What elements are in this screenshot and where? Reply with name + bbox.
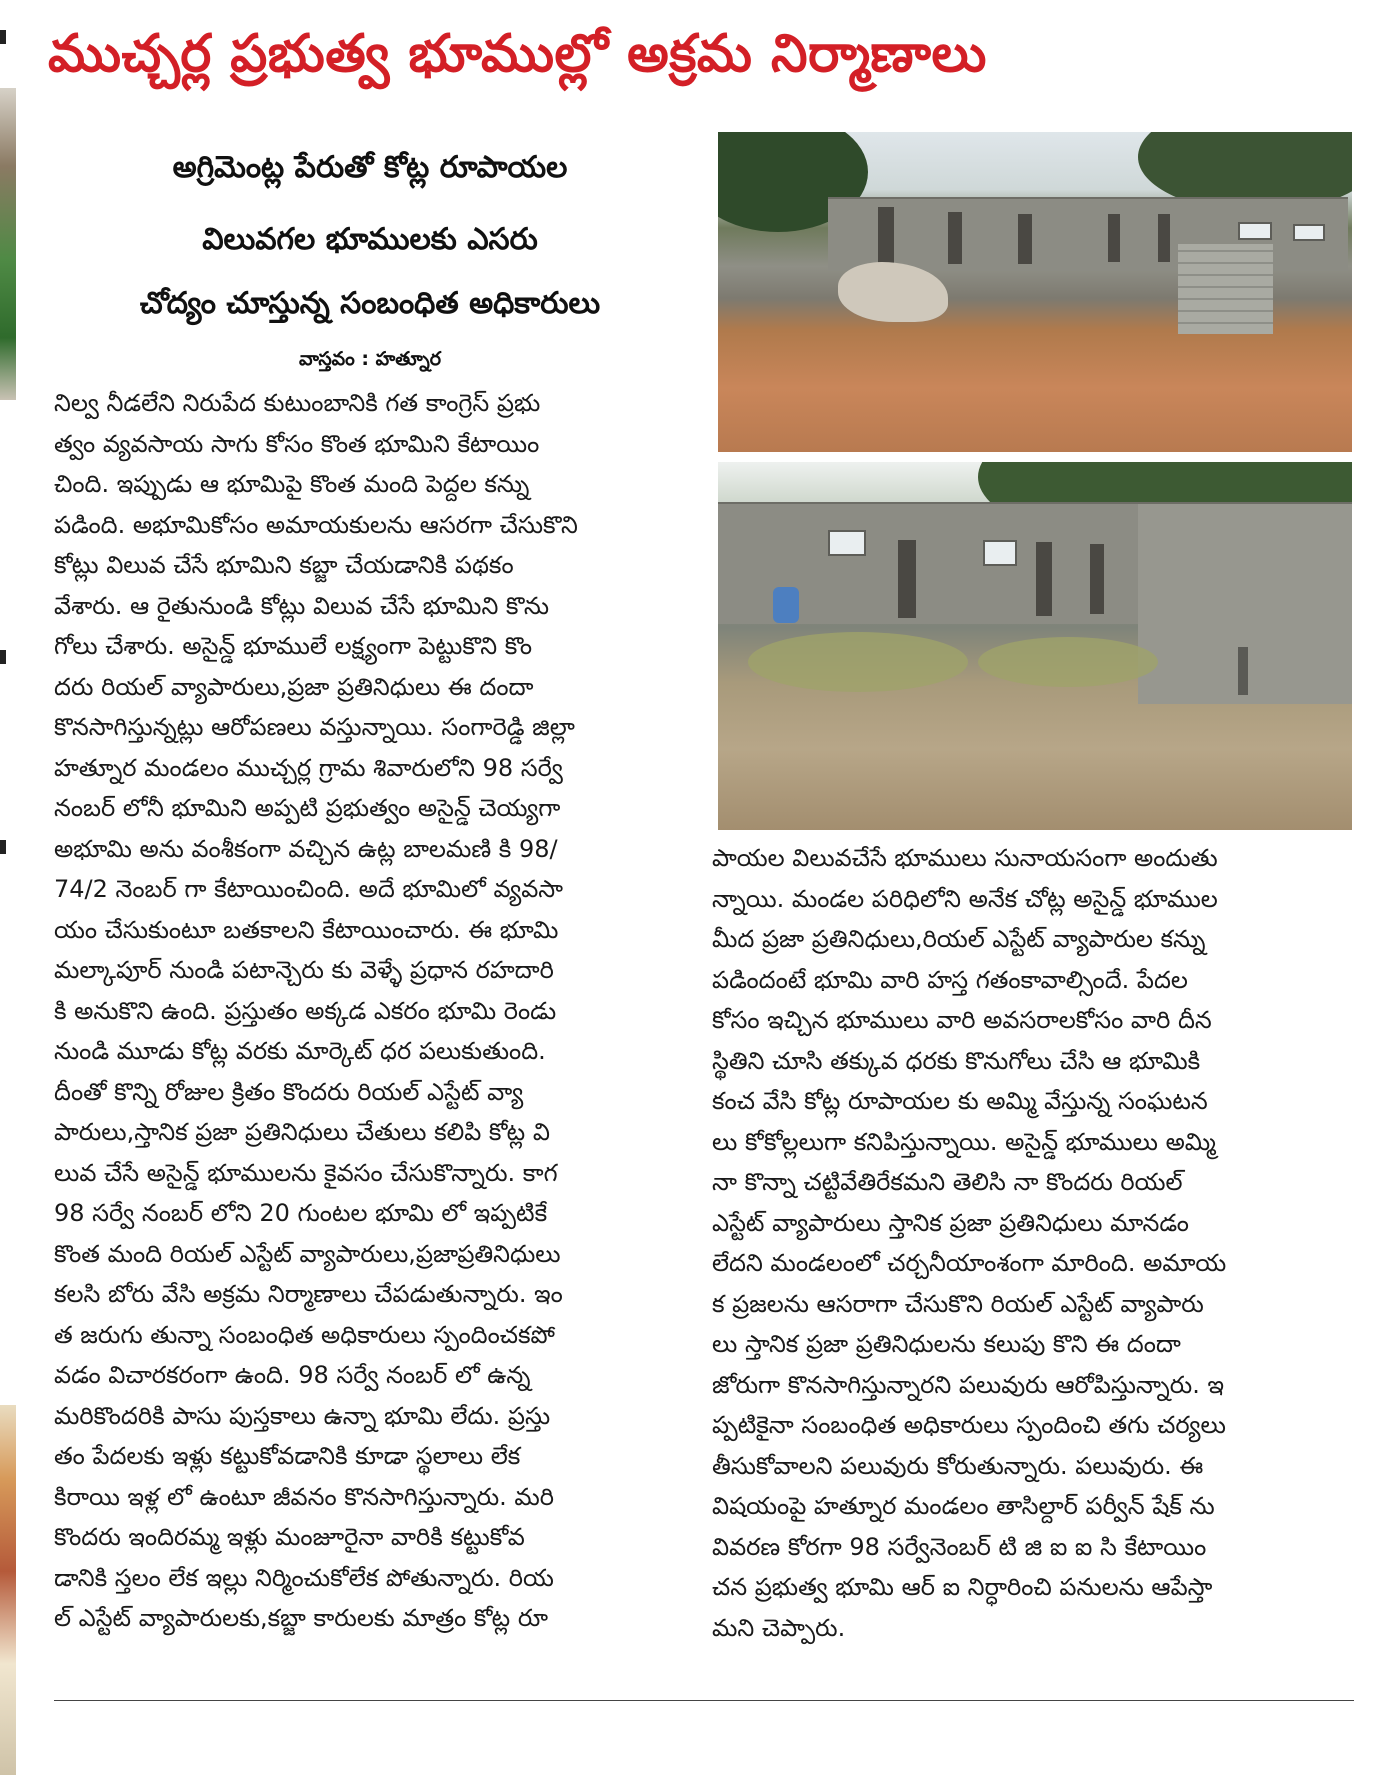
body-right-line: లు స్తానిక ప్రజా ప్రతినిధులను కలుపు కొని ఈ దందా xyxy=(712,1330,1181,1358)
article-headline: ముచ్చర్ల ప్రభుత్వ భూముల్లో అక్రమ నిర్మాణాలు xyxy=(48,24,987,84)
body-right-line: నా కొన్నా చట్టివేతిరేకమని తెలిసి నా కొందరు రియల్ xyxy=(712,1168,1183,1196)
subheading-3: చోద్యం చూస్తున్న సంబంధిత అధికారులు xyxy=(139,286,601,321)
body-left-line: లువ చేసే అసైన్డ్ భూములను కైవసం చేసుకొన్నారు. కాగ xyxy=(54,1158,558,1187)
body-left-line: నంబర్ లోనీ భూమిని అప్పటి ప్రభుత్వం అసైన్డ్ చెయ్యగా xyxy=(54,794,561,822)
body-left-line: కొందరు ఇందిరమ్మ ఇళ్లు మంజూరైనా వారికి కట్టుకోవ xyxy=(54,1523,525,1551)
body-left-line: యం చేసుకుంటూ బతకాలని కేటాయించారు. ఈ భూమి xyxy=(54,915,559,944)
body-left-line: పడింది. అభూమికోసం అమాయకులను ఆసరగా చేసుకొని xyxy=(54,510,578,539)
body-left-line: మల్కాపూర్ నుండి పటాన్చెరు కు వెళ్ళే ప్రధాన రహదారి xyxy=(54,956,554,984)
body-left-line: గోలు చేశారు. అసైన్డ్ భూములే లక్ష్యంగా పెట్టుకొని కొం xyxy=(54,632,533,660)
body-left-line: హత్నూర మండలం ముచ్చర్ల గ్రామ శివారులోని 98 సర్వే xyxy=(54,753,563,782)
body-right-line: ఎస్టేట్ వ్యాపారులు స్తానిక ప్రజా ప్రతినిధులు మానడం xyxy=(712,1208,1189,1237)
body-right-line: వివరణ కోరగా 98 సర్వేనెంబర్ టి జి ఐ ఐ సి కేటాయిం xyxy=(712,1532,1207,1561)
body-left-line: కి అనుకొని ఉంది. ప్రస్తుతం అక్కడ ఎకరం భూమి రెండు xyxy=(54,996,557,1025)
body-right-line: లేదని మండలంలో చర్చనీయాంశంగా మారింది. అమాయ xyxy=(712,1249,1227,1277)
body-right-line: క ప్రజలను ఆసరాగా చేసుకొని రియల్ ఎస్టేట్ వ్యాపారు xyxy=(712,1289,1204,1318)
body-left-line: చింది. ఇప్పుడు ఆ భూమిపై కొంత మంది పెద్దల కన్ను xyxy=(54,470,530,498)
body-right-line: పాయల విలువచేసే భూములు సునాయసంగా అందుతు xyxy=(712,844,1218,872)
body-left-line: త్వం వ్యవసాయ సాగు కోసం కొంత భూమిని కేటాయిం xyxy=(54,429,540,458)
body-left-line: 98 సర్వే నంబర్ లోని 20 గుంటల భూమి లో ఇప్పటికే xyxy=(54,1199,548,1227)
body-left-line: కొంత మంది రియల్ ఎస్టేట్ వ్యాపారులు,ప్రజాప్రతినిధులు xyxy=(54,1239,561,1268)
body-left-line: డానికి స్తలం లేక ఇల్లు నిర్మించుకోలేక పోతున్నారు. రియ xyxy=(54,1563,554,1592)
body-left-line: తం పేదలకు ఇళ్లు కట్టుకోవడానికి కూడా స్థలాలు లేక xyxy=(54,1442,521,1470)
body-left-line: నిల్వ నీడలేని నిరుపేద కుటుంబానికి గత కాంగ్రెస్ ప్రభు xyxy=(54,389,541,417)
body-left-line: కలసి బోరు వేసి అక్రమ నిర్మాణాలు చేపడుతున్నారు. ఇం xyxy=(54,1280,563,1308)
body-left-line: కొనసాగిస్తున్నట్లు ఆరోపణలు వస్తున్నాయి. సంగారెడ్డి జిల్లా xyxy=(54,713,575,741)
body-right-line: జోరుగా కొనసాగిస్తున్నారని పలువురు ఆరోపిస్తున్నారు. ఇ xyxy=(712,1370,1225,1399)
body-left-line: పారులు,స్తానిక ప్రజా ప్రతినిధులు చేతులు కలిపి కోట్ల వి xyxy=(54,1118,550,1146)
article-body-right-column xyxy=(712,838,1350,1648)
bottom-rule xyxy=(54,1700,1354,1701)
subheading-1: అగ్రిమెంట్ల పేరుతో కోట్ల రూపాయల xyxy=(172,150,568,185)
body-right-line: తీసుకోవాలని పలువురు కోరుతున్నారు. పలువురు. ఈ xyxy=(712,1451,1204,1480)
adjacent-photo-top xyxy=(0,88,16,400)
body-right-line: లు కోకోల్లలుగా కనిపిస్తున్నాయి. అసైన్డ్ భూములు అమ్మి xyxy=(712,1127,1216,1156)
article-body-left-column xyxy=(54,383,686,1639)
dateline: వాస్తవం : హత్నూర xyxy=(299,348,441,370)
body-right-line: కంచ వేసి కోట్ల రూపాయల కు అమ్మి వేస్తున్న సంఘటన xyxy=(712,1087,1208,1115)
body-left-line: 74/2 నెంబర్ గా కేటాయించింది. అదే భూమిలో వ్యవసా xyxy=(54,875,564,903)
construction-site-photo-1 xyxy=(718,132,1352,452)
adjacent-text-fragment xyxy=(0,30,6,44)
body-left-line: కోట్లు విలువ చేసే భూమిని కబ్జా చేయడానికి పథకం xyxy=(54,551,514,579)
adjacent-photo-bottom xyxy=(0,1405,16,1775)
body-left-line: దీంతో కొన్ని రోజుల క్రితం కొందరు రియల్ ఎస్టేట్ వ్యా xyxy=(54,1077,524,1106)
body-left-line: నుండి మూడు కోట్ల వరకు మార్కెట్ ధర పలుకుతుంది. xyxy=(54,1037,546,1065)
body-left-line: మరికొందరికి పాసు పుస్తకాలు ఉన్నా భూమి లేదు. ప్రస్తు xyxy=(54,1401,551,1430)
body-right-line: న్నాయి. మండల పరిధిలోని అనేక చోట్ల అసైన్డ్ భూముల xyxy=(712,884,1218,913)
body-left-line: అభూమి అను వంశీకంగా వచ్చిన ఉట్ల బాలమణి కి 98/ xyxy=(54,834,558,863)
body-left-line: ల్ ఎస్టేట్ వ్యాపారులకు,కబ్జా కారులకు మాత్రం కోట్ల రూ xyxy=(54,1604,549,1632)
body-right-line: పడిందంటే భూమి వారి హస్త గతంకావాల్సిందే. పేదల xyxy=(712,965,1188,994)
body-right-line: మని చెప్పారు. xyxy=(712,1613,846,1642)
body-right-line: ప్పటికైనా సంబంధిత అధికారులు స్పందించి తగు చర్యలు xyxy=(712,1411,1226,1439)
body-left-line: వేశారు. ఆ రైతునుండి కోట్లు విలువ చేసే భూమిని కొను xyxy=(54,591,549,620)
body-right-line: స్థితిని చూసి తక్కువ ధరకు కొనుగోలు చేసి ఆ భూమికి xyxy=(712,1046,1201,1075)
body-right-line: చన ప్రభుత్వ భూమి ఆర్ ఐ నిర్ధారించి పనులను ఆపేస్తా xyxy=(712,1573,1213,1601)
body-left-line: కిరాయి ఇళ్ల లో ఉంటూ జీవనం కొనసాగిస్తున్నారు. మరి xyxy=(54,1482,555,1511)
adjacent-text-fragment xyxy=(0,650,6,664)
adjacent-article-strip xyxy=(0,0,18,1710)
body-left-line: వడం విచారకరంగా ఉంది. 98 సర్వే నంబర్ లో ఉన్న xyxy=(54,1361,531,1389)
body-left-line: త జరుగు తున్నా సంబంధిత అధికారులు స్పందించకపో xyxy=(54,1320,555,1349)
body-right-line: విషయంపై హత్నూర మండలం తాసిల్దార్ పర్వీన్ షేక్ ను xyxy=(712,1492,1215,1520)
construction-site-photo-2 xyxy=(718,462,1352,830)
body-left-line: దరు రియల్ వ్యాపారులు,ప్రజా ప్రతినిధులు ఈ దందా xyxy=(54,672,534,701)
adjacent-text-fragment xyxy=(0,840,6,854)
subheading-2: విలువగల భూములకు ఎసరు xyxy=(202,222,538,257)
body-right-line: కోసం ఇచ్చిన భూములు వారి అవసరాలకోసం వారి దీన xyxy=(712,1006,1212,1034)
body-right-line: మీద ప్రజా ప్రతినిధులు,రియల్ ఎస్టేట్ వ్యాపారుల కన్ను xyxy=(712,925,1206,953)
